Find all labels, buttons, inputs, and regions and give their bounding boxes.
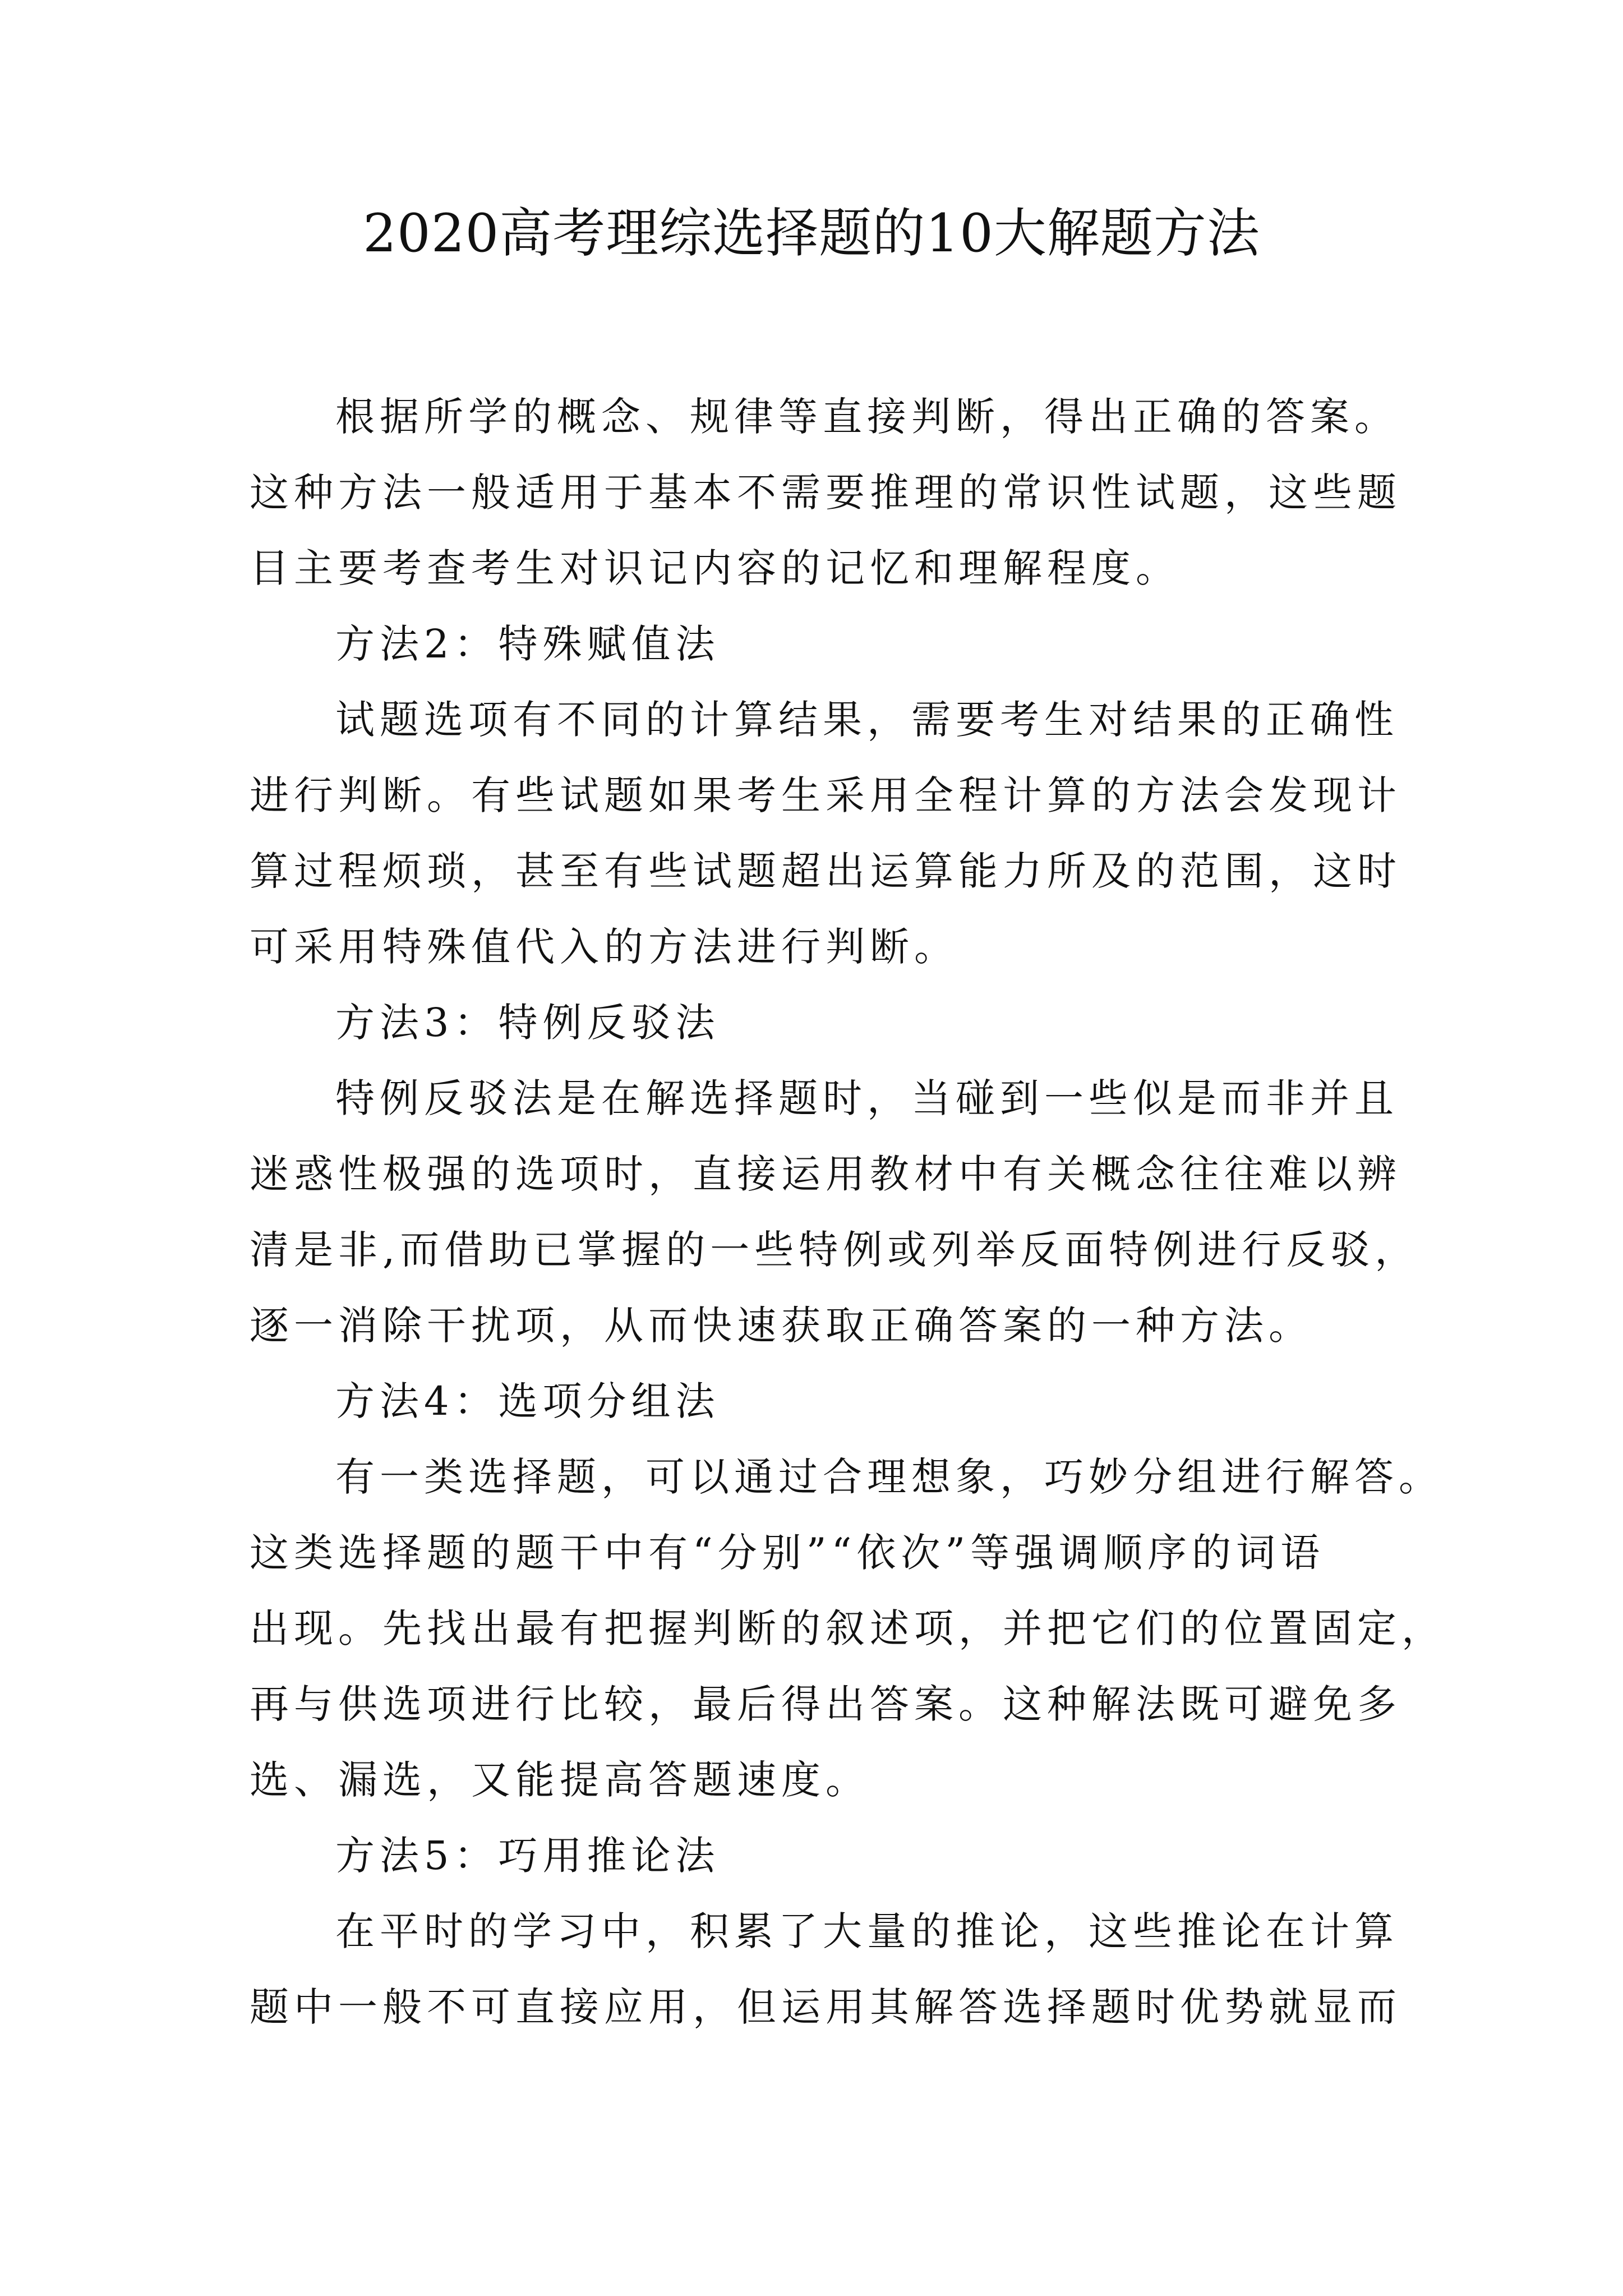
paragraph-line: 清是非,而借助已掌握的一些特例或列举反面特例进行反驳， [250,1227,1419,1273]
paragraph-line: 出现。先找出最有把握判断的叙述项，并把它们的位置固定， [250,1605,1446,1651]
paragraph-line: 试题选项有不同的计算结果，需要考生对结果的正确性 [335,697,1399,743]
paragraph-line: 在平时的学习中，积累了大量的推论，这些推论在计算 [335,1908,1399,1954]
section-heading: 方法2：特殊赋值法 [335,621,720,667]
section-heading: 方法5：巧用推论法 [335,1833,720,1879]
paragraph-line: 这种方法一般适用于基本不需要推理的常识性试题，这些题 [250,470,1401,516]
paragraph-line: 再与供选项进行比较，最后得出答案。这种解法既可避免多 [250,1681,1401,1727]
paragraph-line: 题中一般不可直接应用，但运用其解答选择题时优势就显而 [250,1984,1401,2030]
paragraph-line: 迷惑性极强的选项时，直接运用教材中有关概念往往难以辨 [250,1151,1401,1197]
paragraph-line: 算过程烦琐，甚至有些试题超出运算能力所及的范围，这时 [250,848,1401,894]
paragraph-line: 这类选择题的题干中有“分别”“依次”等强调顺序的词语 [250,1530,1325,1576]
paragraph-line: 目主要考查考生对识记内容的记忆和理解程度。 [250,545,1180,591]
paragraph-line: 选、漏选，又能提高答题速度。 [250,1757,870,1803]
paragraph-line: 特例反驳法是在解选择题时，当碰到一些似是而非并且 [335,1075,1399,1121]
paragraph-line: 有一类选择题，可以通过合理想象，巧妙分组进行解答。 [335,1454,1443,1500]
section-heading: 方法4：选项分组法 [335,1378,720,1424]
paragraph-line: 进行判断。有些试题如果考生采用全程计算的方法会发现计 [250,772,1401,818]
paragraph-line: 根据所学的概念、规律等直接判断，得出正确的答案。 [335,394,1399,440]
page-title: 2020高考理综选择题的10大解题方法 [363,203,1260,264]
paragraph-line: 可采用特殊值代入的方法进行判断。 [250,924,958,970]
paragraph-line: 逐一消除干扰项，从而快速获取正确答案的一种方法。 [250,1303,1313,1349]
section-heading: 方法3：特例反驳法 [335,1000,720,1046]
